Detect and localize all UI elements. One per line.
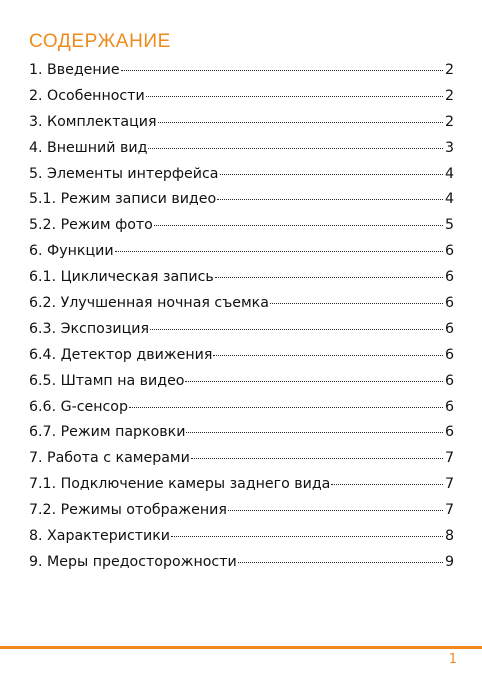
toc-entry [29,343,454,369]
dot-leader [331,483,443,485]
toc-entry-label: 6.4. Детектор движения [29,346,213,363]
toc-entry-label: 8. Характеристики [29,528,171,545]
toc-entry [29,265,454,291]
dot-leader [228,509,443,511]
toc-entry [29,420,454,446]
toc-entry [29,395,454,421]
toc-entry-page: 3 [444,139,454,156]
toc-entry-label: 3. Комплектация [29,113,157,130]
toc-entry-label: 6.6. G-сенсор [29,398,128,415]
toc-entry-label: 6.5. Штамп на видео [29,372,185,389]
toc-entry-label: 5.2. Режим фото [29,217,153,234]
dot-leader [213,354,443,356]
dot-leader [270,302,443,304]
toc-entry [29,550,454,576]
toc-entry-page: 6 [444,398,454,415]
dot-leader [158,121,443,123]
dot-leader [171,535,443,537]
toc-entry-page: 6 [444,424,454,441]
dot-leader [154,224,443,226]
toc-entry [29,524,454,550]
toc-entry [29,317,454,343]
dot-leader [191,457,443,459]
toc-entry-label: 7. Работа с камерами [29,450,190,467]
toc-entry [29,84,454,110]
page-number: 1 [448,652,457,667]
dot-leader [146,95,443,97]
toc-entry-page: 9 [444,553,454,570]
toc-entry-page: 7 [444,476,454,493]
toc-entry-label: 6.2. Улучшенная ночная съемка [29,295,269,312]
toc-entry-label: 4. Внешний вид [29,139,148,156]
toc-entry [29,162,454,188]
toc-entry-page: 4 [444,165,454,182]
toc-entry [29,213,454,239]
dot-leader [220,173,443,175]
dot-leader [185,380,443,382]
toc-entry-page: 6 [444,269,454,286]
toc-entry-label: 9. Меры предосторожности [29,553,237,570]
toc-entry-page: 6 [444,320,454,337]
toc-entry [29,58,454,84]
toc-entry [29,291,454,317]
toc-entry [29,472,454,498]
toc-entry-page: 2 [444,62,454,78]
toc-entry-page: 6 [444,346,454,363]
toc-entry [29,446,454,472]
toc-entry-label: 5.1. Режим записи видео [29,191,217,208]
dot-leader [238,561,443,563]
toc-entry-page: 8 [444,528,454,545]
toc-entry-label: 5. Элементы интерфейса [29,165,219,182]
toc-entry-page: 6 [444,295,454,312]
toc-entry-page: 2 [444,113,454,130]
toc-entry-page: 5 [444,217,454,234]
dot-leader [129,406,443,408]
toc-entry-label: 1. Введение [29,62,120,78]
toc-entry [29,498,454,524]
toc-entry-page: 2 [444,87,454,104]
footer-divider [0,646,482,649]
page-title: СОДЕРЖАНИЕ [29,31,171,52]
toc-entry-label: 6.3. Экспозиция [29,320,149,337]
toc-entry-label: 7.1. Подключение камеры заднего вида [29,476,331,493]
dot-leader [186,431,443,433]
toc-entry [29,239,454,265]
toc-entry-page: 4 [444,191,454,208]
dot-leader [115,250,443,252]
toc-entry-label: 6.1. Циклическая запись [29,269,214,286]
dot-leader [215,276,443,278]
toc-entry-page: 6 [444,372,454,389]
toc-entry [29,136,454,162]
toc-entry-label: 2. Особенности [29,87,145,104]
toc-entry [29,369,454,395]
toc-entry-page: 6 [444,243,454,260]
table-of-contents [29,58,454,576]
toc-entry-page: 7 [444,450,454,467]
dot-leader [150,328,443,330]
toc-entry-label: 6.7. Режим парковки [29,424,186,441]
dot-leader [217,198,443,200]
dot-leader [121,69,443,71]
toc-entry-label: 6. Функции [29,243,114,260]
toc-entry-page: 7 [444,502,454,519]
dot-leader [148,147,443,149]
toc-entry-label: 7.2. Режимы отображения [29,502,227,519]
toc-entry [29,187,454,213]
toc-entry [29,110,454,136]
